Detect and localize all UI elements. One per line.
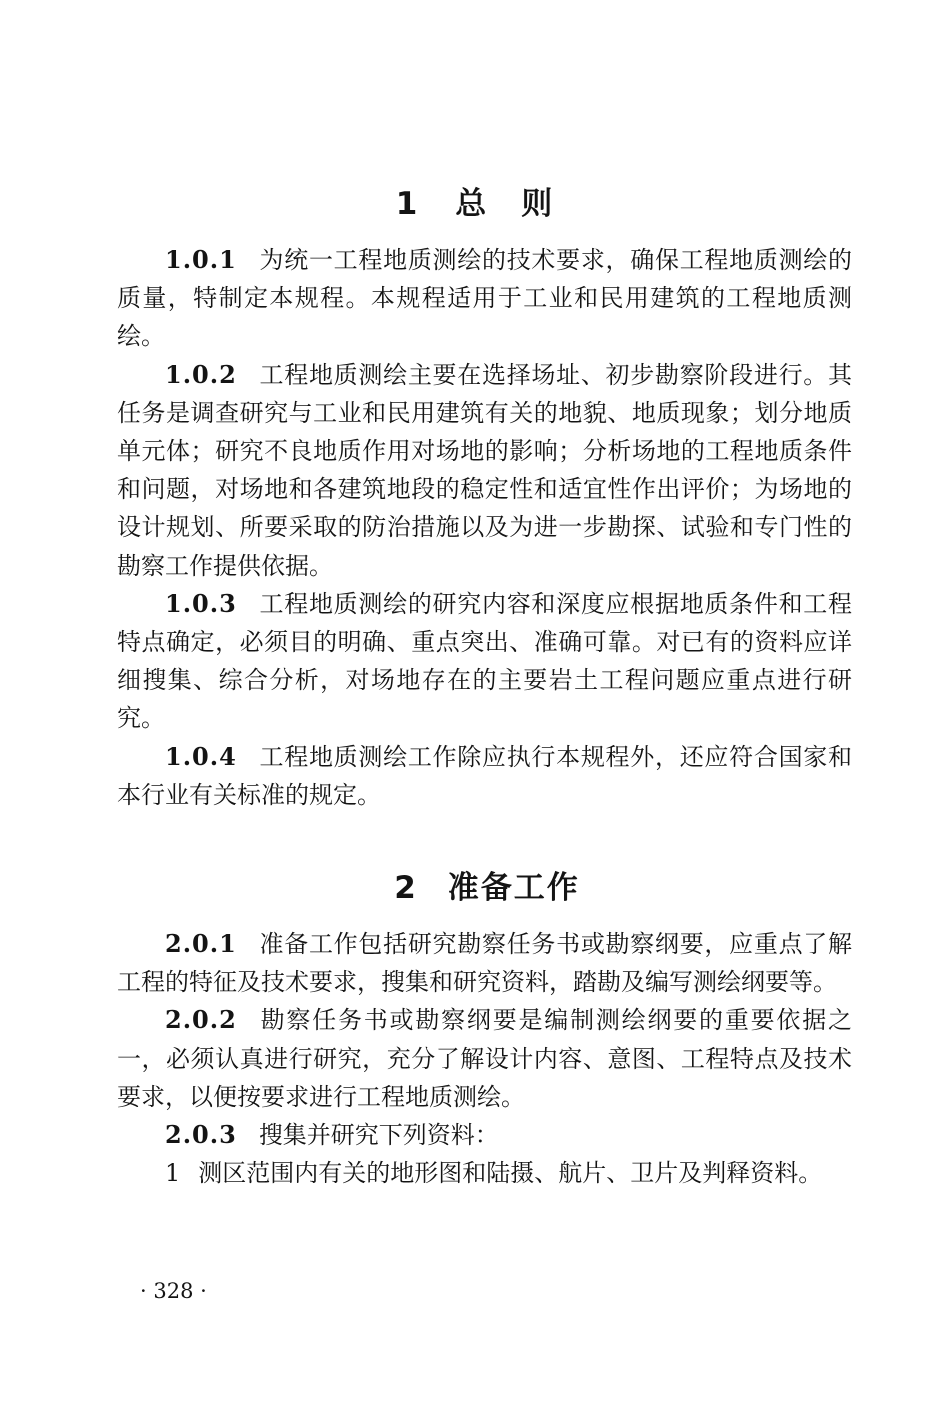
clause-text: 搜集并研究下列资料： — [258, 1121, 499, 1150]
chapter-2-number: 2 — [394, 870, 418, 906]
clause-number: 1.0.3 — [165, 588, 237, 618]
clause-1-0-2 — [117, 356, 852, 585]
chapter-1-clauses — [117, 241, 852, 814]
clause-number: 2.0.3 — [165, 1120, 237, 1150]
clause-text: 工程地质测绘工作除应执行本规程外，还应符合国家和本行业有关标准的规定。 — [117, 742, 852, 809]
clause-text: 为统一工程地质测绘的技术要求，确保工程地质测绘的质量，特制定本规程。本规程适用于工业和民用建筑的工程地质测绘。 — [117, 246, 852, 351]
clause-1-0-3 — [117, 585, 852, 738]
clause-2-0-3 — [117, 1116, 852, 1154]
list-item-text: 测区范围内有关的地形图和陆摄、航片、卫片及判释资料。 — [198, 1159, 823, 1188]
clause-number: 1.0.4 — [165, 741, 237, 771]
clause-text: 勘察任务书或勘察纲要是编制测绘纲要的重要依据之一，必须认真进行研究，充分了解设计内容、意图、工程特点及技术要求，以便按要求进行工程地质测绘。 — [117, 1006, 852, 1111]
clause-text: 工程地质测绘主要在选择场址、初步勘察阶段进行。其任务是调查研究与工业和民用建筑有关的地貌、地质现象；划分地质单元体；研究不良地质作用对场地的影响；分析场地的工程地质条件和问题，对场地和各建筑地段的稳定性和适宜性作出评价；为场地的设计规划、所要采取的防治措施以及为进一步勘探、试验和专门性的勘察工作提供依据。 — [117, 360, 852, 580]
list-item-number: 1 — [165, 1159, 181, 1188]
chapter-2-clauses — [117, 925, 852, 1192]
clause-2-0-2 — [117, 1001, 852, 1116]
clause-1-0-4 — [117, 738, 852, 814]
clause-number: 2.0.2 — [165, 1005, 237, 1035]
chapter-2-title — [12, 868, 950, 908]
chapter-1-number: 1 — [395, 186, 420, 222]
clause-number: 1.0.1 — [165, 245, 237, 274]
clause-number: 1.0.2 — [165, 359, 237, 389]
clause-2-0-1 — [117, 925, 852, 1001]
chapter-1-title — [0, 184, 950, 224]
clause-number: 2.0.1 — [165, 929, 237, 958]
clause-text: 准备工作包括研究勘察任务书或勘察纲要，应重点了解工程的特征及技术要求，搜集和研究资料，踏勘及编写测绘纲要等。 — [117, 930, 852, 997]
page-number: · 328 · — [140, 1279, 207, 1303]
chapter-1-heading: 总 则 — [455, 186, 555, 222]
clause-1-0-1 — [117, 241, 852, 356]
list-item-1 — [117, 1154, 852, 1192]
chapter-2-heading: 准备工作 — [447, 870, 580, 906]
clause-text: 工程地质测绘的研究内容和深度应根据地质条件和工程特点确定，必须目的明确、重点突出、准确可靠。对已有的资料应详细搜集、综合分析，对场地存在的主要岩土工程问题应重点进行研究。 — [117, 589, 852, 733]
